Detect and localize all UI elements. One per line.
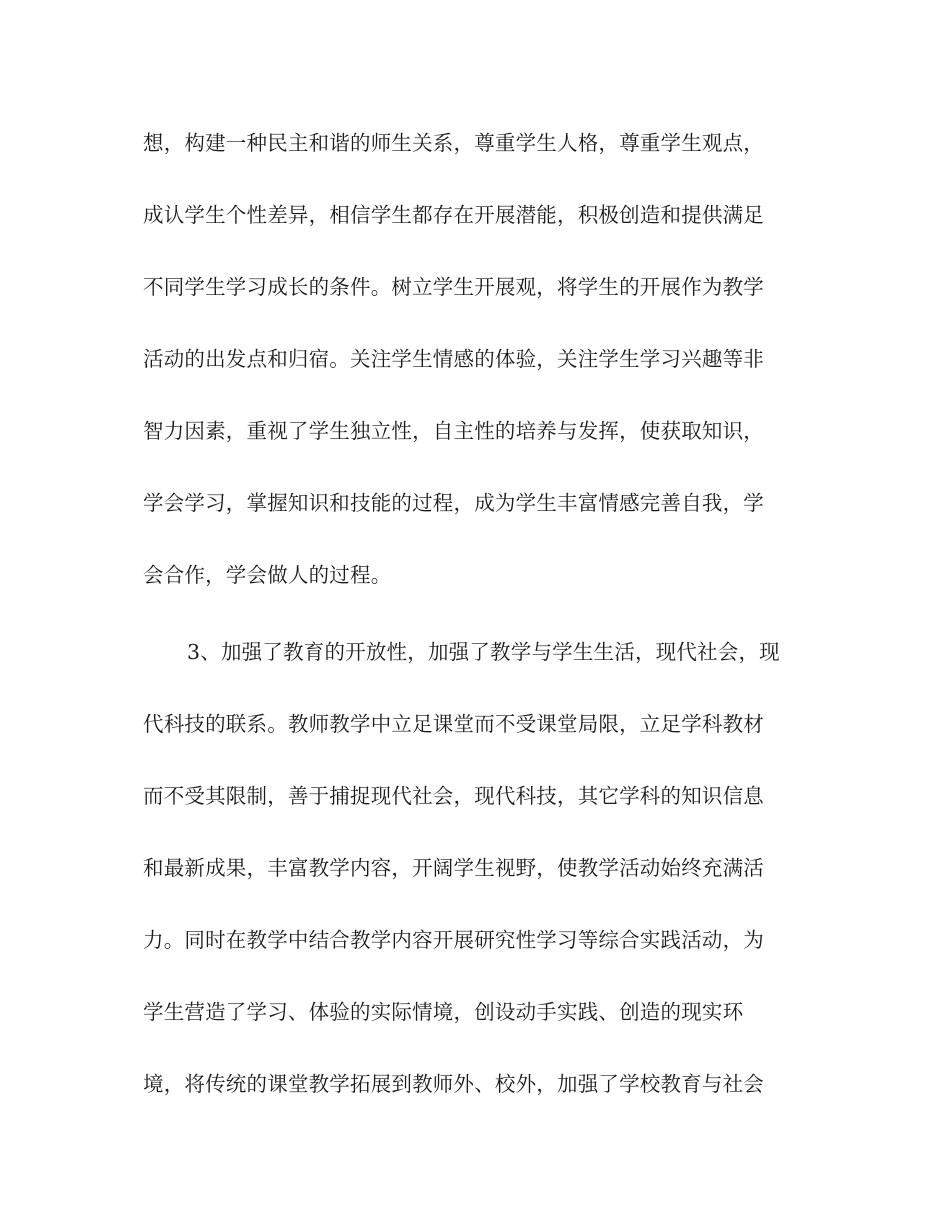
text-line: 想，构建一种民主和谐的师生关系，尊重学生人格，尊重学生观点，: [143, 131, 764, 155]
text-line: 学生营造了学习、体验的实际情境，创设动手实践、创造的现实环: [143, 1000, 744, 1024]
text-line: 智力因素，重视了学生独立性，自主性的培养与发挥，使获取知识，: [143, 419, 764, 443]
text-line: 成认学生个性差异，相信学生都存在开展潜能，积极创造和提供满足: [143, 203, 764, 227]
text-line: 境，将传统的课堂教学拓展到教师外、校外，加强了学校教育与社会: [143, 1072, 764, 1096]
text-line: 不同学生学习成长的条件。树立学生开展观，将学生的开展作为教学: [143, 275, 764, 299]
text-line: 学会学习，掌握知识和技能的过程，成为学生丰富情感完善自我，学: [143, 491, 764, 515]
text-line: 活动的出发点和归宿。关注学生情感的体验，关注学生学习兴趣等非: [143, 347, 764, 371]
text-line: 而不受其限制，善于捕捉现代社会，现代科技，其它学科的知识信息: [143, 784, 764, 808]
text-line: 和最新成果，丰富教学内容，开阔学生视野，使教学活动始终充满活: [143, 856, 764, 880]
text-line-paragraph-start: 3、加强了教育的开放性，加强了教学与学生生活，现代社会，现: [187, 640, 780, 664]
text-line: 会合作，学会做人的过程。: [143, 563, 392, 587]
text-line: 力。同时在教学中结合教学内容开展研究性学习等综合实践活动，为: [143, 928, 764, 952]
text-line: 代科技的联系。教师教学中立足课堂而不受课堂局限，立足学科教材: [143, 712, 764, 736]
